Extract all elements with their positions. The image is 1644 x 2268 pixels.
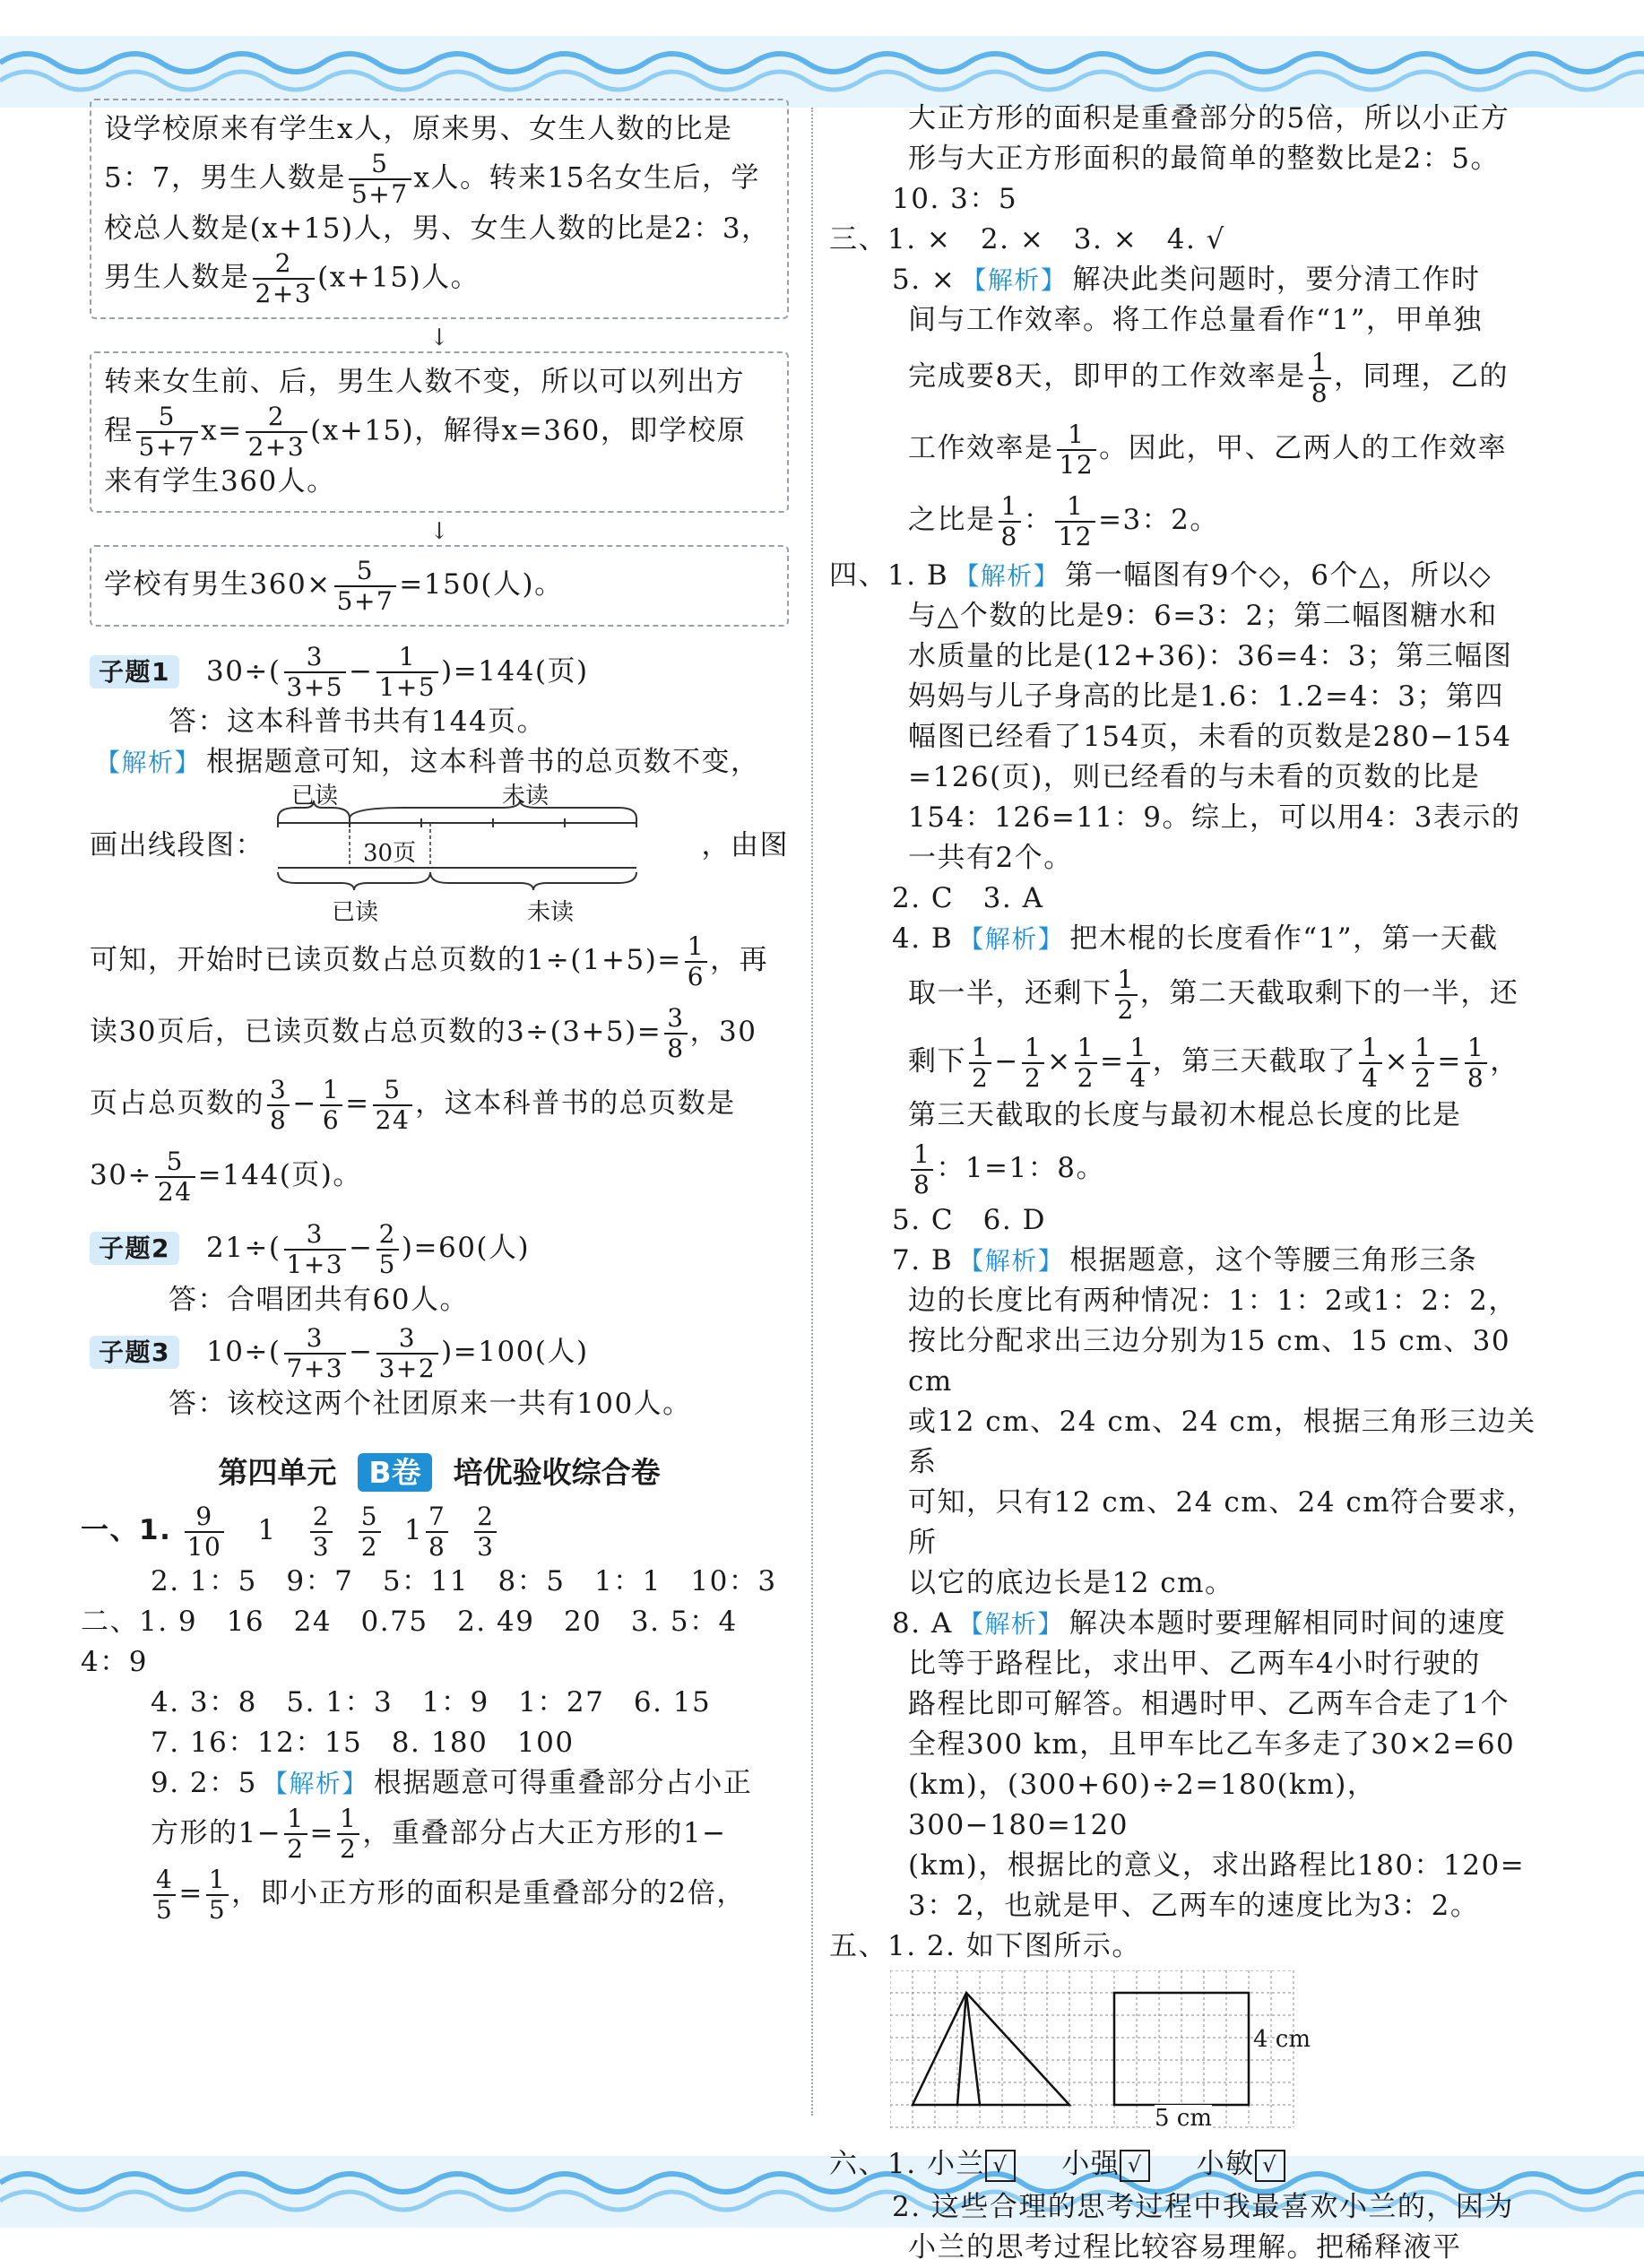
grid-figure: 4 cm 5 cm bbox=[890, 1970, 1546, 2141]
subproblem-1: 子题1 30÷( $\frac{3}{3+5}$ − $\frac{1}{1+5}$ )=144(页) bbox=[90, 643, 789, 703]
grid-svg bbox=[890, 1970, 1311, 2132]
subproblem-3: 子题3 10÷( $\frac{3}{7+3}$ − $\frac{3}{3+2}$ )=100(人) bbox=[90, 1320, 789, 1384]
arrow-down-2: ↓ bbox=[429, 518, 449, 545]
arrow-down: ↓ bbox=[429, 325, 449, 351]
left-column: 设学校原来有学生x人，原来男、女生人数的比是 5：7，男生人数是 $\frac{5}{5+7}$ x人。转来15名女生后，学 校总人数是(x+15)人，男、女生人数的比是2：3， 男生人数是 $\frac{2}{2+3}$ (x+15)人。 ↓ 转来女生前、后，男生人数不变，所以可以列出方 程 $\frac{5}{5+7}$ x= $\frac{2}{2+3}$ (x+15)，解得x=360，即学校原 来有学生360人。 ↓ 学校有男生360× $\frac{5}{5+7}$ =150(人)。 子题1 30÷( $\frac{3}{3+5}$ − $\frac{1}{1+5}$ )=144(页) 答：这本科普书共有144页。 【解析】 根据题意可知，这本科普书的总页数不变， 画出线段图： ，由图 已读 未读 30页 已读 未读 可知，开始时已读页数占总页数的1÷(1+5)= $\frac{1}{6}$ ，再 读30页后，已读页数占总页数的3÷(3+5)= $\frac{3}{8}$ ，30 页占总页数的 $\frac{3}{8}$ − $\frac{1}{6}$ = $\frac{5}{24}$ ，这本科普书的总页数是 30÷ $\frac{5}{24}$ =144(页)。 子题2 21÷( $\frac{3}{1+3}$ − $\frac{2}{5}$ )=60(人) 答：合唱团共有60人。 子题3 10÷( $\frac{3}{7+3}$ − $\frac{3}{3+2}$ )=100(人) 答：该校这两个社团原来一共有100人。 第四单元 B卷 培优验收综合卷 一、1. $\frac{9}{10}$ 1 $\frac{2}{3}$ $\frac{5}{2}$ 1 $\frac{7}{8}$ $\frac{2}{3}$ 2. 1：5 9：7 5：11 8：5 1：1 10：3 二、1. 9 16 24 0.75 2. 49 20 3. 5：4 4：9 4. 3：8 5. 1：3 1：9 1：27 6. 15 7. 16：12：15 8. 180 100 9. 2：5 【解析】 根据题意可得重叠部分占小正 方形的1− $\frac{1}{2}$ = $\frac{1}{2}$ ，重叠部分占大正方形的1− $\frac{4}{5}$ = $\frac{1}{5}$ ，即小正方形的面积是重叠部分的2倍， bbox=[90, 99, 789, 1925]
unit-title: 第四单元 B卷 培优验收综合卷 bbox=[218, 1455, 661, 1490]
subproblem-1-answer: 答：这本科普书共有144页。 bbox=[169, 706, 547, 738]
solution-box-1: 设学校原来有学生x人，原来男、女生人数的比是 5：7，男生人数是 $\frac{5}{5+7}$ x人。转来15名女生后，学 校总人数是(x+15)人，男、女生人数的比是2：3， 男生人数是 $\frac{2}{2+3}$ (x+15)人。 bbox=[90, 99, 789, 319]
column-divider bbox=[811, 108, 813, 2116]
right-column: 大正方形的面积是重叠部分的5倍，所以小正方 形与大正方形面积的最简单的整数比是2：5。 10. 3：5 三、1. × 2. × 3. × 4. √ 5. × 【解析】 解决此类问题时，要分清工作时 间与工作效率。将工作总量看作“1”，甲单独 完成要8天，即甲的工作效率是 $\frac{1}{8}$ ，同理，乙的 工作效率是 $\frac{1}{12}$ 。因此，甲、乙两人的工作效率 之比是 $\frac{1}{8}$ ： $\frac{1}{12}$ =3：2。 四、1. B 【解析】 第一幅图有9个◇，6个△，所以◇ 与△个数的比是9：6=3：2；第二幅图糖水和 水质量的比是(12+36)：36=4：3；第三幅图 妈妈与儿子身高的比是1.6：1.2=4：3；第四 幅图已经看了154页，未看的页数是280−154 =126(页)，则已经看的与未看的页数的比是 154：126=11：9。综上，可以用4：3表示的 一共有2个。 2. C 3. A 4. B 【解析】 把木棍的长度看作“1”，第一天截 取一半，还剩下 $\frac{1}{2}$ ，第二天截取剩下的一半，还 剩下 $\frac{1}{2}$ − $\frac{1}{2}$ × $\frac{1}{2}$ = $\frac{1}{4}$ ，第三天截取了 $\frac{1}{4}$ × $\frac{1}{2}$ = $\frac{1}{8}$ ， 第三天截取的长度与最初木棍总长度的比是 $\frac{1}{8}$ ：1=1：8。 5. C 6. D 7. B 【解析】 根据题意，这个等腰三角形三条 边的长度比有两种情况：1：1：2或1：2：2， 按比分配求出三边分别为15 cm、15 cm、30 cm 或12 cm、24 cm、24 cm，根据三角形三边关系 可知，只有12 cm、24 cm、24 cm符合要求，所 以它的底边长是12 cm。 8. A 【解析】 解决本题时要理解相同时间的速度 比等于路程比，求出甲、乙两车4小时行驶的 路程比即可解答。相遇时甲、乙两车合走了1个 全程300 km，且甲车比乙车多走了30×2=60 (km)，(300+60)÷2=180(km)，300−180=120 (km)，根据比的意义，求出路程比180：120= 3：2，也就是甲、乙两车的速度比为3：2。 五、1. 2. 如下图所示。 4 cm 5 cm 六、1. 小兰 √ 小强 √ 小敏 √ 2. 这些合理的思考过程中我最喜欢小兰的，因为 小兰的思考过程比较容易理解。把稀释液平 bbox=[847, 99, 1546, 2268]
analysis-1: 【解析】 根据题意可知，这本科普书的总页数不变， bbox=[95, 746, 760, 778]
check-box-xiaomin: √ bbox=[1255, 2150, 1285, 2182]
top-wave-band bbox=[0, 36, 1644, 108]
solution-box-2: 转来女生前、后，男生人数不变，所以可以列出方 程 $\frac{5}{5+7}$ x= $\frac{2}{2+3}$ (x+15)，解得x=360，即学校原 来有学生360人。 bbox=[90, 351, 789, 513]
check-box-xiaoqiang: √ bbox=[1120, 2150, 1150, 2182]
check-box-xiaolan: √ bbox=[985, 2150, 1016, 2182]
subproblem-2: 子题2 21÷( $\frac{3}{1+3}$ − $\frac{2}{5}$ )=60(人) bbox=[90, 1216, 789, 1280]
line-segment-diagram: 画出线段图： ，由图 已读 未读 30页 已读 未读 bbox=[90, 783, 789, 926]
solution-box-3: 学校有男生360× $\frac{5}{5+7}$ =150(人)。 bbox=[90, 545, 789, 627]
choice-row: 六、1. 小兰 √ 小强 √ 小敏 √ bbox=[829, 2141, 1546, 2187]
